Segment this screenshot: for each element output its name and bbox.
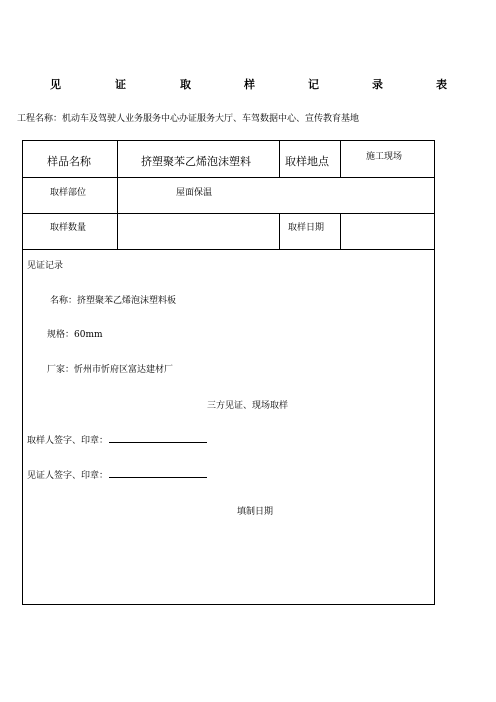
sampling-record-table	[22, 140, 435, 605]
sampling-part-label: 取样部位	[50, 188, 87, 198]
sampler-signature-label: 取样人签字、印章：	[27, 436, 109, 446]
title-char: 证	[115, 78, 126, 91]
sampling-date-label: 取样日期	[288, 223, 325, 233]
project-name-value: 机动车及驾驶人业务服务中心办证服务大厅、车驾数据中心、宣传教育基地	[62, 114, 360, 124]
witness-signature-line	[109, 468, 207, 478]
sampler-signature-line	[109, 433, 207, 443]
specification-line: 规格：60mm	[47, 330, 103, 340]
form-title	[0, 76, 496, 92]
sampling-location-label: 取样地点	[285, 155, 329, 168]
column-divider	[279, 213, 280, 249]
column-divider	[340, 141, 341, 177]
title-char: 见	[50, 78, 61, 91]
sampling-part-value: 屋面保温	[176, 188, 213, 198]
column-divider	[279, 141, 280, 177]
fill-date-label: 填制日期	[237, 507, 274, 517]
row-divider	[23, 249, 434, 250]
material-name-line: 名称：挤塑聚苯乙烯泡沫塑料板	[50, 296, 177, 306]
title-char: 样	[244, 78, 255, 91]
project-name	[17, 111, 359, 124]
project-name-label: 工程名称：	[17, 114, 63, 124]
witness-record-heading: 见证记录	[27, 261, 64, 271]
title-char: 记	[308, 78, 319, 91]
title-char: 表	[436, 78, 447, 91]
sampling-location-value: 施工现场	[366, 152, 403, 162]
title-char: 取	[180, 78, 191, 91]
sample-name-value: 挤塑聚苯乙烯泡沫塑料	[141, 155, 251, 168]
row-divider	[23, 177, 434, 178]
column-divider	[117, 141, 118, 249]
witness-signature	[27, 468, 207, 481]
sampler-signature	[27, 433, 207, 446]
manufacturer-line: 厂家：忻州市忻府区富达建材厂	[47, 365, 174, 375]
sampling-method-line: 三方见证、现场取样	[207, 401, 289, 411]
row-divider	[23, 213, 434, 214]
column-divider	[340, 213, 341, 249]
title-char: 录	[372, 78, 383, 91]
witness-signature-label: 见证人签字、印章：	[27, 471, 109, 481]
sampling-quantity-label: 取样数量	[50, 223, 87, 233]
sample-name-label: 样品名称	[47, 155, 91, 168]
